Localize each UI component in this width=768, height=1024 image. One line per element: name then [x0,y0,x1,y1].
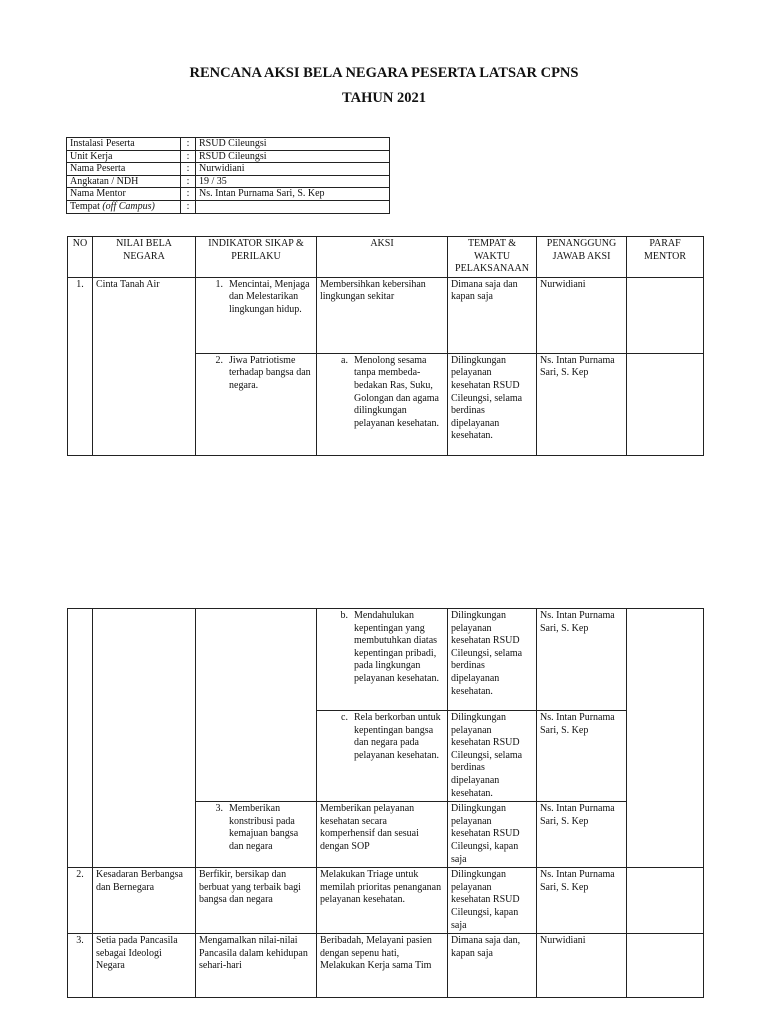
indikator-text: Mencintai, Menjaga dan Melestarikan lingkungan hidup. [229,278,310,315]
cell-indikator [196,353,317,455]
cell-paraf [627,609,704,868]
indikator-number: 2. [215,354,223,366]
table-row [68,277,704,353]
header-tempat: TEMPAT & WAKTU PELAKSANAAN [448,237,537,278]
cell-penanggung: Ns. Intan Purnama Sari, S. Kep [537,353,627,455]
cell-indikator [196,609,317,802]
aksi-letter: c. [341,712,348,723]
info-colon: : [181,188,196,201]
info-label: Nama Peserta [67,163,181,176]
cell-paraf [627,277,704,353]
action-plan-table-page-1 [67,236,704,456]
header-indikator: INDIKATOR SIKAP & PERILAKU [196,237,317,278]
info-label: Unit Kerja [67,150,181,163]
cell-tempat: Dilingkungan pelayanan kesehatan RSUD Cileungsi, kapan saja [448,802,537,868]
info-value: 19 / 35 [196,175,390,188]
cell-tempat: Dilingkungan pelayanan kesehatan RSUD Cileungsi, kapan saja [448,868,537,934]
info-label-cell [67,200,181,213]
cell-aksi: Beribadah, Melayani pasien dengan sepenu hati, Melakukan Kerja sama Tim [317,934,448,998]
cell-penanggung: Nurwidiani [537,934,627,998]
cell-indikator: Berfikir, bersikap dan berbuat yang terbaik bagi bangsa dan negara [196,868,317,934]
cell-indikator [196,277,317,353]
cell-nilai [93,609,196,868]
indikator-text: Jiwa Patriotisme terhadap bangsa dan negara. [229,354,311,391]
info-value: RSUD Cileungsi [196,138,390,151]
cell-no: 2. [68,868,93,934]
header-penanggung: PENANGGUNG JAWAB AKSI [537,237,627,278]
cell-indikator [196,802,317,868]
cell-aksi [317,711,448,802]
indikator-text: Memberikan konstribusi pada kemajuan bangsa dan negara [229,803,299,852]
cell-aksi: Membersihkan kebersihan lingkungan sekitar [317,277,448,353]
cell-penanggung: Ns. Intan Purnama Sari, S. Kep [537,802,627,868]
info-colon: : [181,175,196,188]
document-year: TAHUN 2021 [342,90,426,106]
cell-aksi [317,609,448,711]
indikator-number: 1. [215,278,223,290]
header-no: NO [68,237,93,278]
info-label: Angkatan / NDH [67,175,181,188]
header-nilai: NILAI BELA NEGARA [93,237,196,278]
info-value: Ns. Intan Purnama Sari, S. Kep [196,188,390,201]
header-paraf: PARAF MENTOR [627,237,704,278]
action-plan-table-page-2 [67,608,704,998]
cell-nilai: Kesadaran Berbangsa dan Bernegara [93,868,196,934]
aksi-letter: a. [341,354,348,366]
cell-nilai: Cinta Tanah Air [93,277,196,455]
cell-penanggung: Ns. Intan Purnama Sari, S. Kep [537,609,627,711]
info-colon: : [181,200,196,213]
aksi-text: Menolong sesama tanpa membeda-bedakan Ras, Suku, Golongan dan agama dilingkungan pelayanan kesehatan. [354,354,439,429]
cell-penanggung: Ns. Intan Purnama Sari, S. Kep [537,868,627,934]
participant-info-table [66,137,390,214]
info-value: Nurwidiani [196,163,390,176]
header-aksi: AKSI [317,237,448,278]
info-value: RSUD Cileungsi [196,150,390,163]
cell-aksi: Memberikan pelayanan kesehatan secara komperhensif dan sesuai dengan SOP [317,802,448,868]
aksi-text: Mendahulukan kepentingan yang membutuhkan diatas kepentingan pribadi, pada lingkungan pelayanan kesehatan. [354,610,439,684]
info-label-italic: (off Campus) [102,200,155,212]
cell-indikator: Mengamalkan nilai-nilai Pancasila dalam kehidupan sehari-hari [196,934,317,998]
info-label: Nama Mentor [67,188,181,201]
cell-no: 1. [68,277,93,455]
info-colon: : [181,138,196,151]
cell-paraf [627,934,704,998]
document-title: RENCANA AKSI BELA NEGARA PESERTA LATSAR CPNS [189,65,579,81]
aksi-text: Rela berkorban untuk kepentingan bangsa dan negara pada pelayanan kesehatan. [354,712,441,761]
info-row [67,163,390,176]
indikator-number: 3. [215,803,223,815]
info-row [67,200,390,213]
cell-tempat: Dilingkungan pelayanan kesehatan RSUD Cileungsi, selama berdinas dipelayanan kesehatan. [448,609,537,711]
cell-tempat: Dimana saja dan kapan saja [448,277,537,353]
cell-tempat: Dilingkungan pelayanan kesehatan RSUD Cileungsi, selama berdinas dipelayanan kesehatan. [448,711,537,802]
table-row [68,934,704,998]
cell-aksi: Melakukan Triage untuk memilah prioritas penanganan pelayanan kesehatan. [317,868,448,934]
cell-penanggung: Ns. Intan Purnama Sari, S. Kep [537,711,627,802]
cell-penanggung: Nurwidiani [537,277,627,353]
info-value [196,200,390,213]
cell-no: 3. [68,934,93,998]
cell-nilai: Setia pada Pancasila sebagai Ideologi Negara [93,934,196,998]
table-header-row [68,237,704,278]
info-row [67,188,390,201]
cell-tempat: Dilingkungan pelayanan kesehatan RSUD Cileungsi, selama berdinas dipelayanan kesehatan. [448,353,537,455]
info-colon: : [181,150,196,163]
table-row [68,609,704,711]
info-colon: : [181,163,196,176]
cell-paraf [627,353,704,455]
info-row [67,150,390,163]
aksi-letter: b. [340,610,348,621]
info-label: Instalasi Peserta [67,138,181,151]
cell-aksi [317,353,448,455]
cell-paraf [627,868,704,934]
table-row [68,868,704,934]
info-label: Tempat [70,200,100,212]
cell-tempat: Dimana saja dan, kapan saja [448,934,537,998]
info-row [67,138,390,151]
info-row [67,175,390,188]
cell-no [68,609,93,868]
